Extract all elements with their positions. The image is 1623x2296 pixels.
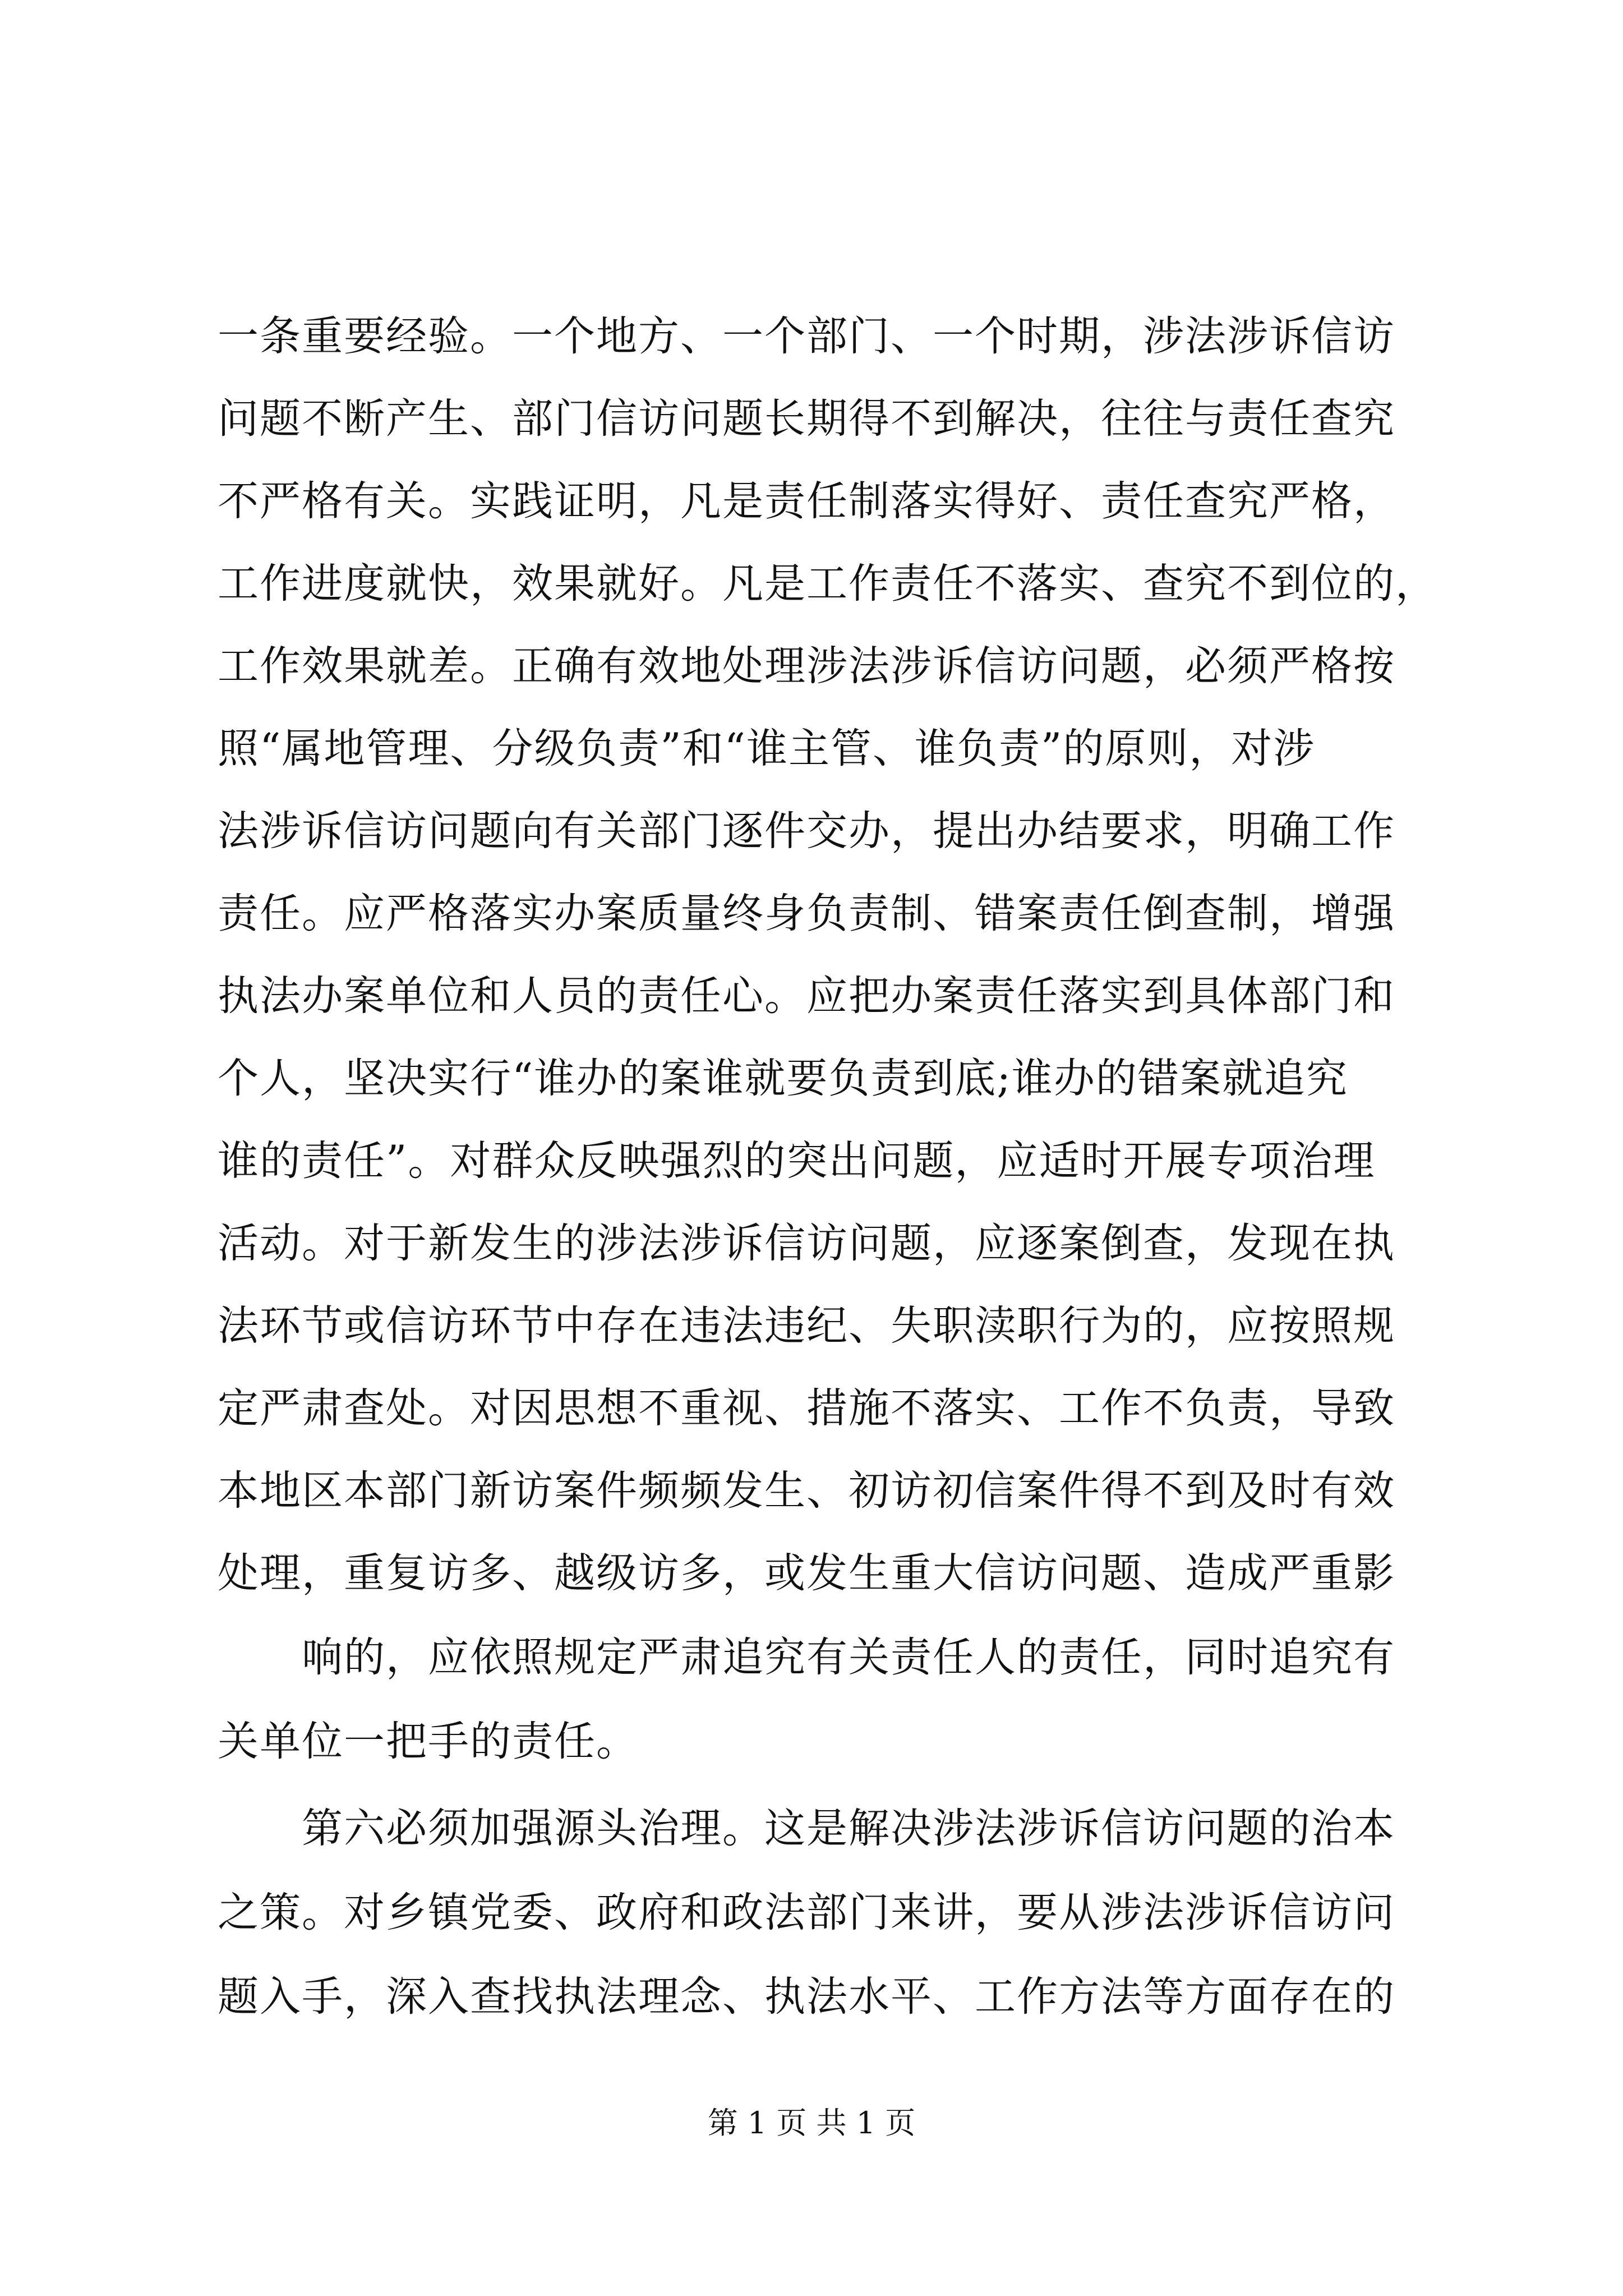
body-line-15: 本地区本部门新访案件频频发生、初访初信案件得不到及时有效 <box>218 1467 1395 1515</box>
body-line-11: 谁的责任”。对群众反映强烈的突出问题，应适时开展专项治理 <box>218 1137 1376 1185</box>
body-line-12: 活动。对于新发生的涉法涉诉信访问题，应逐案倒查，发现在执 <box>218 1220 1395 1267</box>
body-line-7: 法涉诉信访问题向有关部门逐件交办，提出办结要求，明确工作 <box>218 807 1395 855</box>
body-line-13: 法环节或信访环节中存在违法违纪、失职渎职行为的，应按照规 <box>218 1302 1395 1350</box>
body-line-8: 责任。应严格落实办案质量终身负责制、错案责任倒查制，增强 <box>218 890 1395 937</box>
paragraph-6-line-3: 题入手，深入查找执法理念、执法水平、工作方法等方面存在的 <box>218 1973 1395 2021</box>
body-line-5: 工作效果就差。正确有效地处理涉法涉诉信访问题，必须严格按 <box>218 642 1395 690</box>
body-line-2: 问题不断产生、部门信访问题长期得不到解决，往往与责任查究 <box>218 395 1395 443</box>
body-line-14: 定严肃查处。对因思想不重视、措施不落实、工作不负责，导致 <box>218 1384 1395 1432</box>
body-line-6: 照“属地管理、分级负责”和“谁主管、谁负责”的原则，对涉 <box>218 725 1316 772</box>
body-line-3: 不严格有关。实践证明，凡是责任制落实得好、责任查究严格， <box>218 477 1395 525</box>
body-line-9: 执法办案单位和人员的责任心。应把办案责任落实到具体部门和 <box>218 972 1395 1020</box>
body-line-1: 一条重要经验。一个地方、一个部门、一个时期，涉法涉诉信访 <box>218 312 1395 360</box>
body-line-16: 处理，重复访多、越级访多，或发生重大信访问题、造成严重影 <box>218 1549 1395 1597</box>
body-line-18: 关单位一把手的责任。 <box>218 1718 638 1765</box>
paragraph-6-line-2: 之策。对乡镇党委、政府和政法部门来讲，要从涉法涉诉信访问 <box>218 1889 1395 1936</box>
paragraph-6-line-1: 第六必须加强源头治理。这是解决涉法涉诉信访问题的治本 <box>302 1805 1395 1852</box>
body-line-4: 工作进度就快，效果就好。凡是工作责任不落实、查究不到位的， <box>218 560 1437 608</box>
body-line-17: 响的，应依照规定严肃追究有关责任人的责任，同时追究有 <box>302 1634 1395 1681</box>
body-line-10: 个人，坚决实行“谁办的案谁就要负责到底;谁办的错案就追究 <box>218 1055 1348 1102</box>
page-number-footer: 第 1 页 共 1 页 <box>707 2105 916 2141</box>
